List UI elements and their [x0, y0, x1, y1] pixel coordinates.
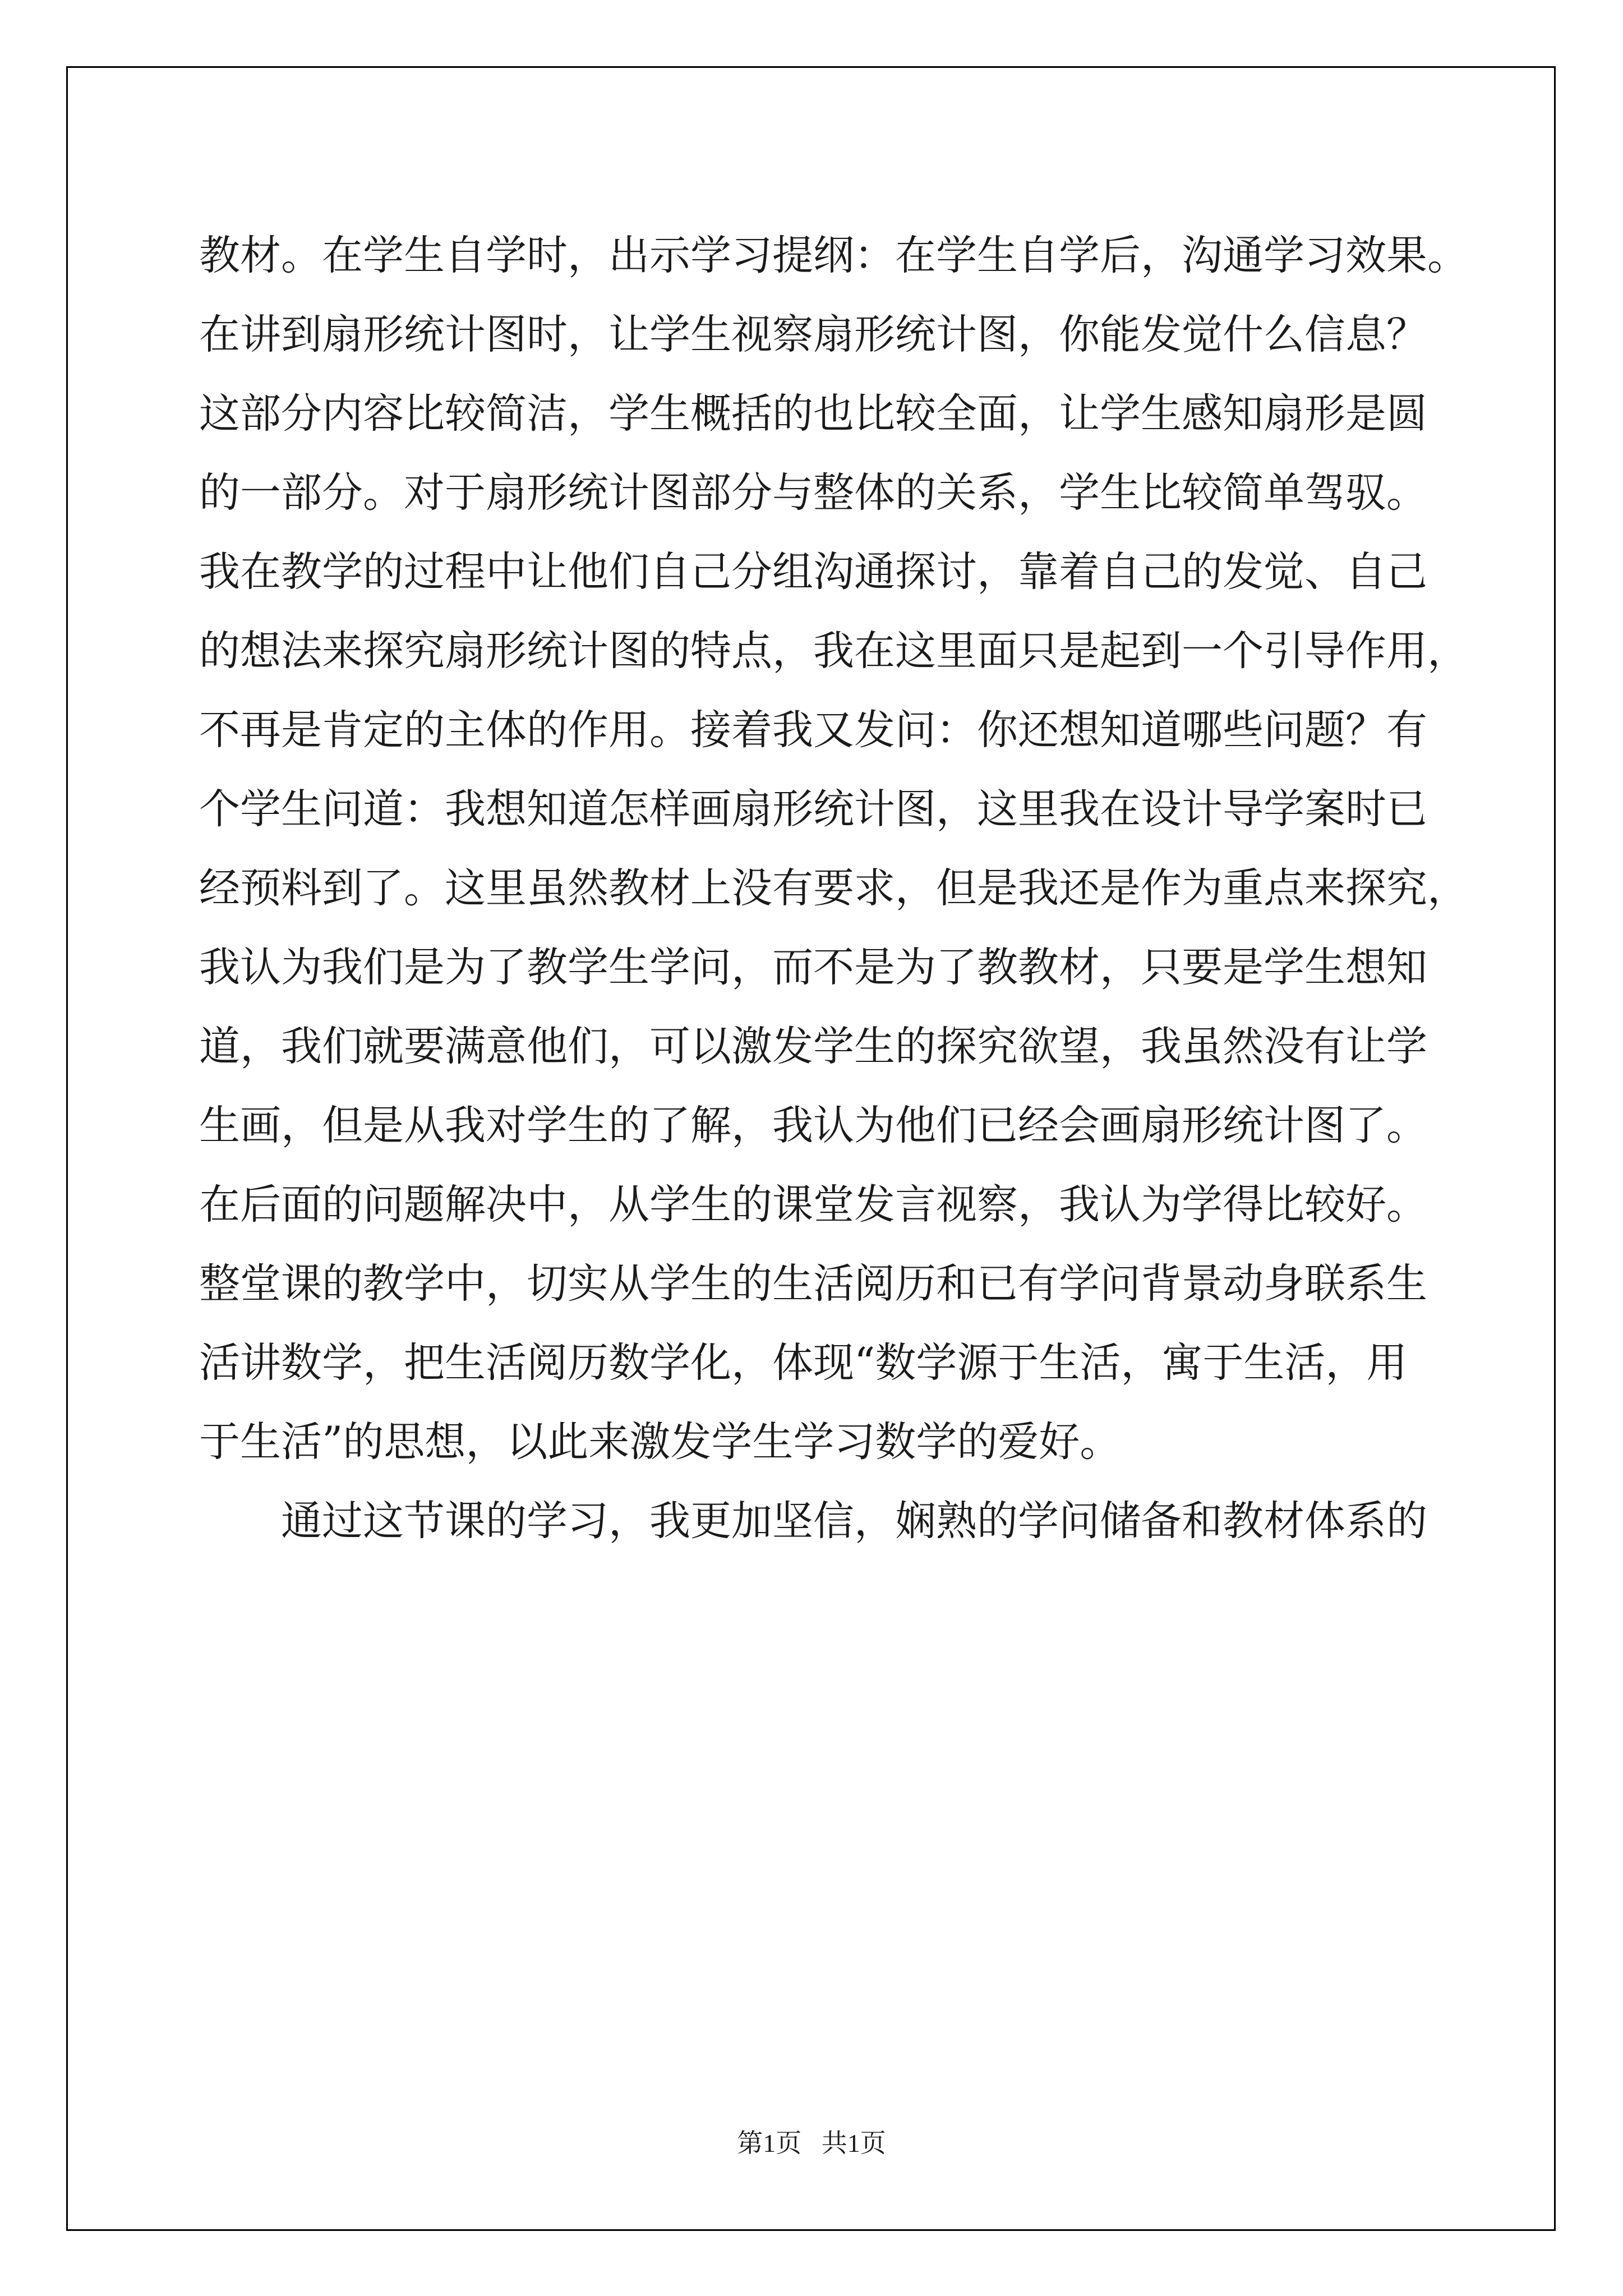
text-line: 我认为我们是为了教学生学问，而不是为了教教材，只要是学生想知	[199, 944, 1427, 991]
text-line: 在后面的问题解决中，从学生的课堂发言视察，我认为学得比较好。	[199, 1181, 1427, 1228]
text-line: 教材。在学生自学时，出示学习提纲：在学生自学后，沟通学习效果。	[199, 232, 1468, 279]
page-number: 第1页	[737, 2129, 802, 2157]
text-line: 生画，但是从我对学生的了解，我认为他们已经会画扇形统计图了。	[199, 1102, 1427, 1149]
text-line: 在讲到扇形统计图时，让学生视察扇形统计图，你能发觉什么信息？	[199, 311, 1427, 358]
page-total: 共1页	[821, 2129, 886, 2157]
text-line: 经预料到了。这里虽然教材上没有要求，但是我还是作为重点来探究，	[199, 864, 1468, 912]
text-line: 道，我们就要满意他们，可以激发学生的探究欲望，我虽然没有让学	[199, 1023, 1427, 1070]
page-footer	[0, 2123, 1623, 2160]
text-line: 这部分内容比较简洁，学生概括的也比较全面，让学生感知扇形是圆	[199, 390, 1427, 438]
text-line-indented: 通过这节课的学习，我更加坚信，娴熟的学问储备和教材体系的	[281, 1497, 1427, 1545]
text-line: 的一部分。对于扇形统计图部分与整体的关系，学生比较简单驾驭。	[199, 469, 1427, 517]
text-line: 不再是肯定的主体的作用。接着我又发问：你还想知道哪些问题？有	[199, 706, 1427, 754]
text-line: 于生活”的思想，以此来激发学生学习数学的爱好。	[199, 1418, 1121, 1466]
text-line: 的想法来探究扇形统计图的特点，我在这里面只是起到一个引导作用，	[199, 627, 1468, 675]
text-line: 整堂课的教学中，切实从学生的生活阅历和已有学问背景动身联系生	[199, 1260, 1427, 1308]
document-body	[199, 216, 1468, 1561]
text-line: 个学生问道：我想知道怎样画扇形统计图，这里我在设计导学案时已	[199, 785, 1427, 833]
text-line: 我在教学的过程中让他们自己分组沟通探讨，靠着自己的发觉、自己	[199, 548, 1427, 596]
text-line: 活讲数学，把生活阅历数学化，体现“数学源于生活，寓于生活，用	[199, 1339, 1408, 1387]
